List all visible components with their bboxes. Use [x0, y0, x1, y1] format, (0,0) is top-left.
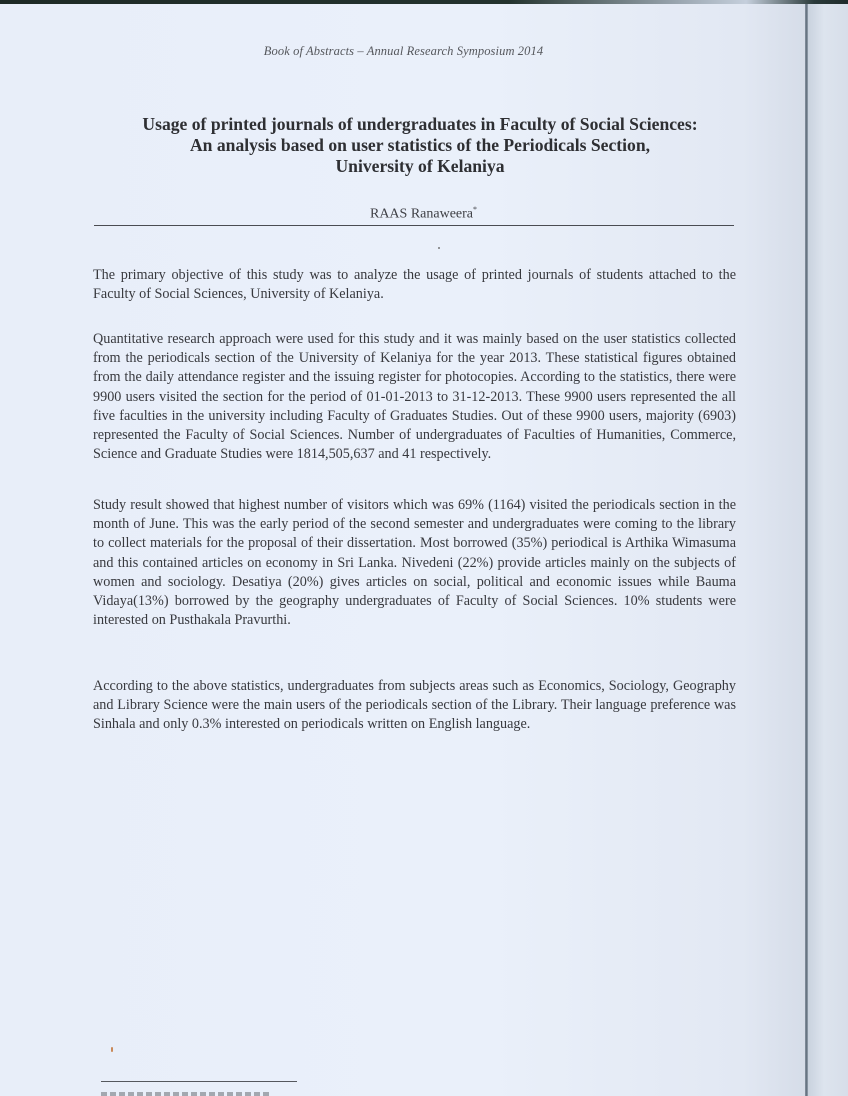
abstract-paragraph-conclusion: According to the above statistics, undergraduates from subjects areas such as Economics, Sociology, Geography and Library Science were the main users of the periodicals section of the Library. Their language preference was Sinhala and only 0.3% interested on periodicals written on English language.	[93, 678, 736, 733]
abstract-paragraph-results: Study result showed that highest number of visitors which was 69% (1164) visited the periodicals section in the month of June. This was the early period of the second semester and undergraduates were coming to the library to collect materials for the proposal of their dissertation. Most borrowed (35%) periodical is Arthika Wimasuma and this contained articles on economy in Sri Lanka. Nivedeni (22%) provide articles mainly on the subjects of women and sociology. Desatiya (20%) gives articles on social, political and economic issues while Bauma Vidaya(13%) borrowed by the geography undergraduates of Faculty of Social Sciences. 10% students were interested on Pusthakala Pravurthi.	[93, 497, 736, 629]
abstract-paragraph-method: Quantitative research approach were used for this study and it was mainly based on the user statistics collected from the periodicals section of the University of Kelaniya for the year 2013. These statistical figures obtained from the daily attendance register and the issuing register for photocopies. According to the statistics, there were 9900 users visited the section for the period of 01-01-2013 to 31-12-2013. These 9900 users represented the all five faculties in the university including Faculty of Graduates Studies. Out of these 9900 users, majority (6903) represented the Faculty of Social Sciences. Number of undergraduates of Faculties of Humanities, Commerce, Science and Graduate Studies were 1814,505,637 and 41 respectively.	[93, 331, 736, 463]
speck	[438, 247, 440, 249]
author-name: RAAS Ranaweera	[369, 206, 474, 222]
book-spine-fold	[805, 0, 808, 1096]
footnote-divider	[101, 1081, 297, 1082]
title-divider	[94, 225, 734, 226]
adjacent-page-edge	[808, 0, 848, 1096]
scan-smudge	[111, 1047, 113, 1052]
author-footnote-marker: *	[473, 205, 478, 214]
scan-top-edge	[0, 0, 848, 4]
title-line: An analysis based on user statistics of the Periodicals Section,	[189, 135, 651, 155]
article-title	[90, 114, 750, 177]
abstract-paragraph-objective: The primary objective of this study was to analyze the usage of printed journals of students attached to the Faculty of Social Sciences, University of Kelaniya.	[93, 267, 736, 303]
author-line	[0, 205, 847, 223]
title-line: Usage of printed journals of undergraduates in Faculty of Social Sciences:	[142, 114, 698, 134]
running-header: Book of Abstracts – Annual Research Symposium 2014	[263, 44, 544, 58]
title-line: University of Kelaniya	[335, 156, 505, 176]
cropped-footnote-text	[101, 1092, 271, 1096]
